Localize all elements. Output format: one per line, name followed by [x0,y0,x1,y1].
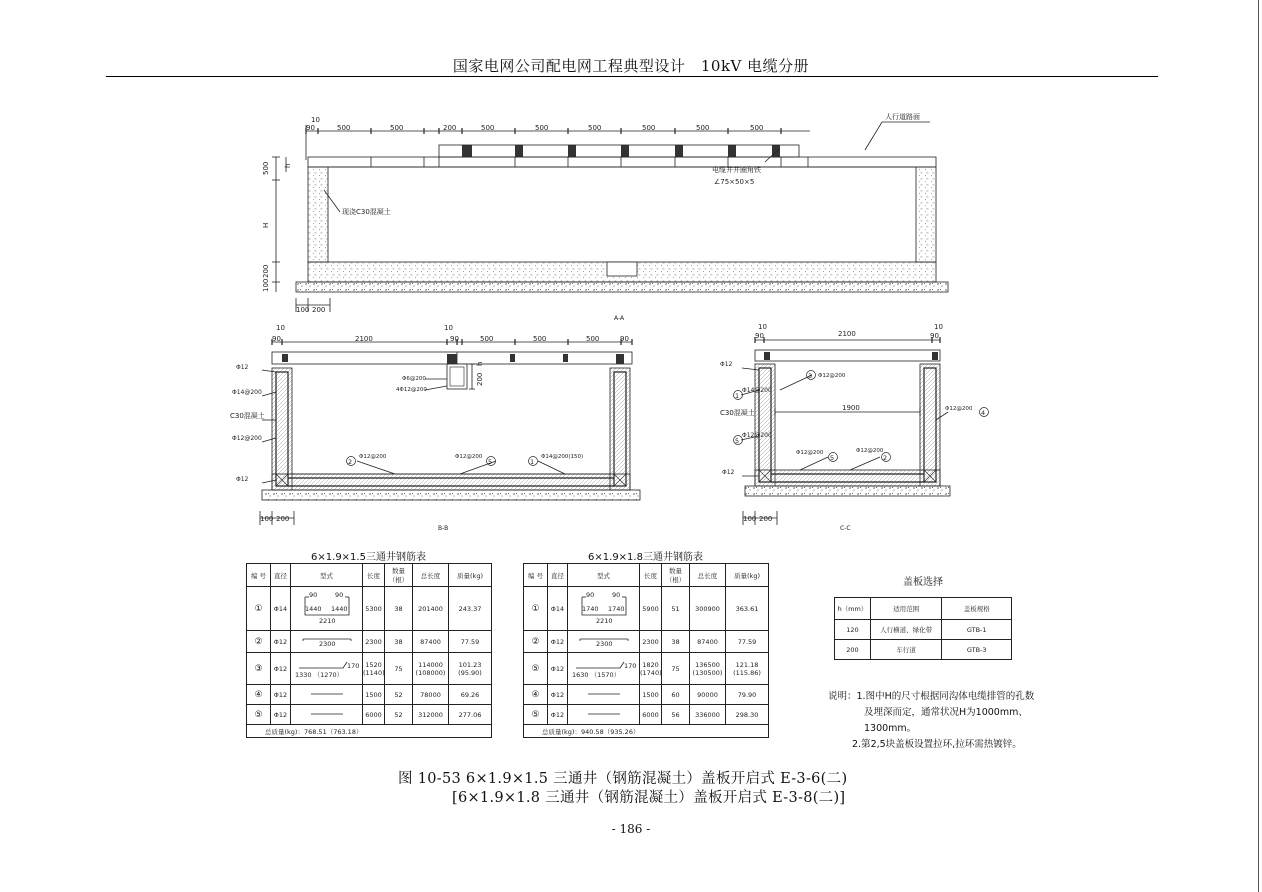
shape-dim-a: 2300 [596,639,613,648]
callout-bb-r1: Φ14@200(150) [541,454,584,460]
dim-bb-10: 10 [276,324,285,332]
table-row [247,587,492,631]
callout-bb-phi12-b: Φ12 [236,476,249,483]
col-shape: 型式 [291,564,363,587]
circle-cc-5b: 5 [830,454,835,462]
callout-cc-r2b: Φ12@200 [856,448,884,454]
cell-dia: Φ14 [548,587,568,631]
cell-shape [568,631,640,653]
callout-bb-beam-1: Φ6@200 [402,376,426,382]
cell-dia: Φ12 [548,705,568,725]
col-shape: 型式 [568,564,640,587]
dim-cc-10b: 10 [934,323,943,331]
shape-dim-d: 1440 [331,604,348,613]
cell-len: 1500 [363,685,385,705]
cell-len: 2300 [363,631,385,653]
dim-aa-bottom-100: 100 [296,306,310,314]
callout-road: 人行道路面 [885,113,920,121]
callout-bb-beam-2: 4Φ12@200 [396,387,427,393]
dim-aa-500-2: 500 [390,124,404,132]
col-dia: 直径 [548,564,568,587]
rebar-table-18 [523,563,769,738]
notes [828,689,1058,753]
straight-bar-icon [568,709,640,719]
cover-table-title: 盖板选择 [903,577,943,588]
table-total-row [247,725,492,738]
dim-bb-2100: 2100 [355,335,373,343]
caption-line-2: [6×1.9×1.8 三通井（钢筋混凝土）盖板开启式 E-3-8(二)] [452,790,846,806]
callout-concrete: 现浇C30混凝土 [342,208,391,216]
dim-cc-90: 90 [755,332,764,340]
cell-total [413,653,449,685]
cell-qty: 56 [662,705,690,725]
callout-cc-phi12: Φ12 [720,361,733,368]
dim-bb-500-1: 500 [480,335,494,343]
dim-cc-bottom-100: 100 [743,515,757,523]
cell-total: 90000 [690,685,726,705]
cell-total: 87400 [690,631,726,653]
dim-aa-left-200: 200 [262,264,270,278]
shape-dim-b: 90 [335,590,344,599]
cell-total: 312000 [413,705,449,725]
shape-dim-a: 90 [586,590,595,599]
dim-aa-200: 200 [443,124,457,132]
table-header [247,564,492,587]
callout-cc-c30: C30混凝土 [720,409,755,417]
cell-no: ④ [524,685,548,705]
rebar-table-15 [246,563,492,738]
cover-table-header [835,598,1012,620]
cell-total-alt: (130500) [692,668,723,677]
section-cc [734,337,989,525]
cell-qty: 38 [385,631,413,653]
dim-aa-500-6: 500 [642,124,656,132]
cell-no: ② [247,631,271,653]
dim-cc-2100: 2100 [838,330,856,338]
shape-dim-b: 90 [612,590,621,599]
note-line-1: 说明：1.图中H的尺寸根据同沟体电缆排管的孔数 [828,691,1035,702]
circle-cc-3: 3 [808,372,813,380]
cell-mass [449,653,492,685]
cell-h: 120 [835,620,871,640]
cell-mass: 243.37 [449,587,492,631]
shape-dim-a: 170 [347,661,360,670]
table-row [247,653,492,685]
dim-bb-500-3: 500 [586,335,600,343]
callout-bb-r2: Φ12@200 [359,454,387,460]
cell-mass-alt: (95.90) [458,668,482,677]
caption-line-1: 图 10-53 6×1.9×1.5 三通井（钢筋混凝土）盖板开启式 E-3-6(二) [398,771,848,787]
cell-shape [291,631,363,653]
col-total: 总长度 [413,564,449,587]
cell-len [640,653,662,685]
section-aa [272,122,948,312]
cell-dia: Φ12 [548,631,568,653]
cell-no: ⑤ [524,653,548,685]
cell-total-alt: (108000) [415,668,446,677]
col-dia: 直径 [271,564,291,587]
circle-cc-1: 1 [735,392,740,400]
cell-mass: 363.61 [726,587,769,631]
dim-aa-500-8: 500 [750,124,764,132]
cell-no: ④ [247,685,271,705]
cell-total: 300900 [690,587,726,631]
straight-bar-icon [568,689,640,699]
label-cc: C-C [840,525,851,532]
page-number: - 186 - [611,822,651,836]
cell-shape [291,587,363,631]
cell-mass-value: 121.18 [735,660,759,669]
table-row [247,705,492,725]
dim-cc-90b: 90 [930,332,939,340]
cell-qty: 75 [662,653,690,685]
cell-qty: 52 [385,685,413,705]
dim-bb-200: 200 [476,372,484,386]
circle-bb-2: 2 [348,458,353,466]
cell-spec: GTB-1 [942,620,1012,640]
cell-len: 6000 [363,705,385,725]
shape-dim-c: 1740 [582,604,599,613]
cell-len-value: 1820 [642,660,659,669]
col-qty: 数量（根） [662,564,690,587]
cell-qty: 75 [385,653,413,685]
shape-u-bar [568,591,639,627]
dim-bb-500-2: 500 [533,335,547,343]
rebar-table-15-title: 6×1.9×1.5三通井钢筋表 [311,552,426,563]
col-scope: 适用范围 [870,598,942,620]
cell-total: 87400 [413,631,449,653]
callout-cc-phi12-b: Φ12 [722,469,735,476]
cell-len [363,653,385,685]
col-no: 编 号 [524,564,548,587]
table-row [524,631,769,653]
dim-bb-90c: 90 [620,335,629,343]
cell-len: 6000 [640,705,662,725]
dim-aa-left-H: H [262,222,270,228]
cell-shape [568,705,640,725]
cell-dia: Φ12 [548,685,568,705]
dim-aa-bottom-200: 200 [312,306,326,314]
cell-dia: Φ12 [271,653,291,685]
col-len: 长度 [640,564,662,587]
cell-scope: 车行道 [870,640,942,660]
col-qty: 数量（根） [385,564,413,587]
note-line-3: 2.第2,5块盖板设置拉环,拉环需热镀锌。 [852,739,1022,750]
section-bb [260,339,640,525]
callout-cc-r5b: Φ12@200 [796,450,824,456]
cell-shape [291,705,363,725]
cell-dia: Φ12 [271,631,291,653]
callout-bb-r5: Φ12@200 [455,454,483,460]
cell-len: 5900 [640,587,662,631]
shape-dim-d: 1740 [608,604,625,613]
dim-aa-500-5: 500 [588,124,602,132]
shape-dim-b: 1630 （1570） [572,670,621,679]
straight-bar-icon [291,709,363,719]
cell-dia: Φ12 [271,685,291,705]
cell-shape [568,653,640,685]
callout-cc-phi12-200: Φ12@200 [742,432,772,439]
cell-no: ② [524,631,548,653]
total-mass: 总质量(kg)：768.51（763.18） [247,725,492,738]
cell-qty: 60 [662,685,690,705]
dim-bb-h: h [476,361,484,366]
cell-mass [726,653,769,685]
cell-qty: 52 [385,705,413,725]
cell-dia: Φ12 [548,653,568,685]
cell-total [690,653,726,685]
dim-aa-left-500: 500 [262,161,270,175]
note-line-2: 及埋深而定，通常状况H为1000mm、1300mm。 [864,707,1028,734]
cell-qty: 51 [662,587,690,631]
cell-shape [291,653,363,685]
cell-len: 5300 [363,587,385,631]
callout-angle-steel: 电缆井井圈角铁 [712,166,761,174]
dim-bb-bottom-200: 200 [276,515,290,523]
callout-bb-c30: C30混凝土 [230,412,265,420]
label-aa: A-A [614,315,625,322]
dim-aa-10: 10 [311,116,320,124]
table-row [524,653,769,685]
cell-qty: 38 [385,587,413,631]
table-row [835,640,1012,660]
cell-shape [568,685,640,705]
total-mass: 总质量(kg)：940.58（935.26） [524,725,769,738]
shape-dim-e: 2210 [596,616,613,625]
table-row [247,631,492,653]
circle-bb-5: 5 [488,458,493,466]
cell-len-alt: (1740) [640,668,662,677]
cell-len: 1500 [640,685,662,705]
dim-bb-90: 90 [272,335,281,343]
circle-cc-5a: 5 [735,437,740,445]
col-spec: 盖板规格 [942,598,1012,620]
rebar-table-18-title: 6×1.9×1.8三通井钢筋表 [588,552,703,563]
cell-spec: GTB-3 [942,640,1012,660]
cell-shape [291,685,363,705]
cell-no: ⑤ [524,705,548,725]
circle-cc-2: 2 [883,454,888,462]
table-row [247,685,492,705]
cell-mass: 77.59 [449,631,492,653]
dim-aa-500-7: 500 [696,124,710,132]
shape-dim-c: 1440 [305,604,322,613]
table-row [524,685,769,705]
page-header: 国家电网公司配电网工程典型设计 10kV 电缆分册 [452,57,810,75]
cell-mass: 298.30 [726,705,769,725]
cell-len: 2300 [640,631,662,653]
dim-bb-bottom-100: 100 [260,515,274,523]
cell-total-value: 114000 [418,660,443,669]
callout-bb-phi12-200: Φ12@200 [232,435,262,442]
shape-u-bar [291,591,362,627]
dim-aa-left-100: 100 [262,278,270,292]
table-row [524,587,769,631]
cell-no: ① [247,587,271,631]
shape-dim-a: 90 [309,590,318,599]
cell-scope: 人行横道、绿化带 [870,620,942,640]
shape-dim-b: 1330 （1270） [295,670,344,679]
cell-no: ⑤ [247,705,271,725]
circle-bb-1: 1 [530,458,535,466]
cell-mass-alt: (115.86) [733,668,761,677]
col-no: 编 号 [247,564,271,587]
dim-cc-bottom-200: 200 [759,515,773,523]
dim-bb-90b: 90 [450,335,459,343]
table-row [524,705,769,725]
dim-aa-500-3: 500 [481,124,495,132]
cell-no: ③ [247,653,271,685]
shape-dim-e: 2210 [319,616,336,625]
col-mass: 质量(kg) [726,564,769,587]
callout-bb-phi14: Φ14@200 [232,389,262,396]
cell-h: 200 [835,640,871,660]
cell-dia: Φ12 [271,705,291,725]
callout-cc-phi14: Φ14@200 [742,387,772,394]
label-bb: B-B [438,525,449,532]
col-len: 长度 [363,564,385,587]
shape-dim-a: 170 [624,661,637,670]
col-mass: 质量(kg) [449,564,492,587]
cell-mass-value: 101.23 [458,660,482,669]
table-header [524,564,769,587]
cell-mass: 277.06 [449,705,492,725]
callout-cc-r3: Φ12@200 [818,373,846,379]
col-h: h（mm） [835,598,871,620]
cell-mass: 69.26 [449,685,492,705]
cell-len-value: 1520 [365,660,382,669]
cell-no: ① [524,587,548,631]
callout-bb-phi12: Φ12 [236,364,249,371]
cell-total-value: 136500 [695,660,720,669]
dim-aa-left-h: h [284,163,292,168]
dim-cc-1900: 1900 [842,404,860,412]
dim-aa-90: 90 [306,124,315,132]
cell-total: 78000 [413,685,449,705]
cell-len-alt: (1140) [363,668,385,677]
cell-mass: 79.90 [726,685,769,705]
circle-cc-4: 4 [981,409,986,417]
dim-aa-500-1: 500 [337,124,351,132]
cell-dia: Φ14 [271,587,291,631]
cover-table [834,597,1012,660]
dim-bb-10b: 10 [444,324,453,332]
cell-total: 336000 [690,705,726,725]
cell-shape [568,587,640,631]
table-row [835,620,1012,640]
callout-angle-steel-size: ∠75×50×5 [714,178,755,186]
cell-total: 201400 [413,587,449,631]
callout-cc-r4: Φ12@200 [945,406,973,412]
dim-cc-10: 10 [758,323,767,331]
straight-bar-icon [291,689,363,699]
col-total: 总长度 [690,564,726,587]
figure-caption [398,770,918,808]
table-total-row [524,725,769,738]
cell-qty: 38 [662,631,690,653]
shape-dim-a: 2300 [319,639,336,648]
dim-aa-500-4: 500 [535,124,549,132]
cell-mass: 77.59 [726,631,769,653]
